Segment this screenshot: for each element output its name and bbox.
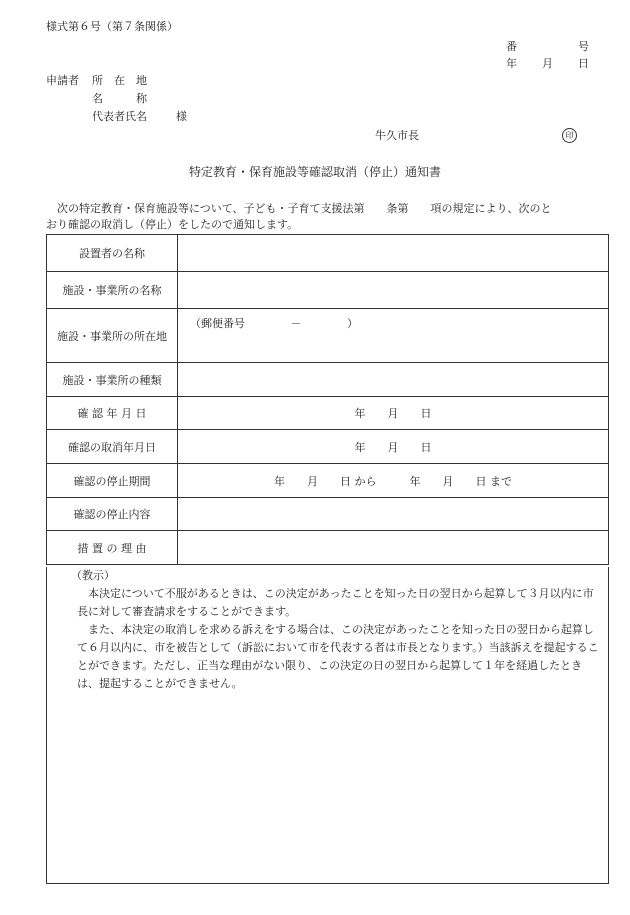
row-founder-name — [47, 235, 609, 272]
field-facility-type[interactable] — [178, 363, 609, 397]
date-year-label: 年 — [506, 57, 517, 70]
postal-dash: － — [290, 317, 302, 330]
field-facility-name[interactable] — [178, 272, 609, 309]
label-confirm-date: 確 認 年 月 日 — [47, 397, 178, 430]
label-facility-name: 施設・事業所の名称 — [47, 272, 178, 309]
postal-suffix: ） — [347, 317, 358, 330]
doc-number-suffix: 号 — [578, 40, 589, 53]
field-confirm-date[interactable]: 年 月 日 — [178, 397, 609, 430]
row-cancel-date — [47, 430, 609, 464]
postal-code-line — [178, 309, 608, 331]
row-reason — [47, 531, 609, 565]
intro-line-2: おり確認の取消し（停止）をしたので通知します。 — [46, 218, 299, 231]
label-founder-name: 設置者の名称 — [47, 235, 178, 272]
label-facility-address: 施設・事業所の所在地 — [47, 309, 178, 363]
row-confirm-date — [47, 397, 609, 430]
field-facility-address[interactable] — [178, 309, 609, 363]
label-suspend-period: 確認の停止期間 — [47, 464, 178, 498]
intro-line-1: 次の特定教育・保育施設等について、子ども・子育て支援法第 条第 項の規定により、次のと — [46, 202, 552, 215]
row-facility-name — [47, 272, 609, 309]
field-reason[interactable] — [178, 531, 609, 565]
applicant-rep-label: 代表者氏名 — [92, 110, 147, 123]
label-reason: 措 置 の 理 由 — [47, 531, 178, 565]
remarks-box — [46, 567, 609, 884]
applicant-prefix: 申請者 — [46, 74, 79, 87]
issuer-mayor: 牛久市長 — [375, 129, 419, 142]
row-suspend-content — [47, 498, 609, 531]
field-suspend-content[interactable] — [178, 498, 609, 531]
form-number: 様式第６号（第７条関係） — [46, 20, 178, 33]
date-day-label: 日 — [578, 57, 589, 70]
doc-number-label: 番 — [506, 40, 517, 53]
row-facility-type — [47, 363, 609, 397]
field-suspend-period[interactable]: 年 月 日 から 年 月 日 まで — [178, 464, 609, 498]
applicant-name-label: 名 称 — [92, 92, 147, 105]
label-cancel-date: 確認の取消年月日 — [47, 430, 178, 464]
remarks-title: （教示） — [71, 569, 115, 582]
label-suspend-content: 確認の停止内容 — [47, 498, 178, 531]
postal-prefix: （郵便番号 — [190, 317, 245, 330]
remarks-paragraph-1: 本決定について不服があるときは、この決定があったことを知った日の翌日から起算して３月以内に市長に対して審査請求をすることができます。 — [77, 587, 594, 618]
field-cancel-date[interactable]: 年 月 日 — [178, 430, 609, 464]
document-title: 特定教育・保育施設等確認取消（停止）通知書 — [188, 165, 441, 179]
field-founder-name[interactable] — [178, 235, 609, 272]
seal-mark: 印 — [562, 128, 577, 143]
row-facility-address — [47, 309, 609, 363]
label-facility-type: 施設・事業所の種類 — [47, 363, 178, 397]
remarks-paragraph-2: また、本決定の取消しを求める訴えをする場合は、この決定があったことを知った日の翌日から起算して６月以内に、市を被告として（訴訟において市を代表する者は市長となります。）当該訴えを提起することができます。ただし、正当な理由がない限り、この決定の日の翌日から起算して１年を経過したときは、提起することができません。 — [77, 623, 599, 690]
date-month-label: 月 — [542, 57, 553, 70]
row-suspend-period — [47, 464, 609, 498]
form-table — [46, 234, 609, 565]
applicant-address-label: 所 在 地 — [92, 74, 147, 87]
applicant-honorific: 様 — [176, 110, 187, 123]
